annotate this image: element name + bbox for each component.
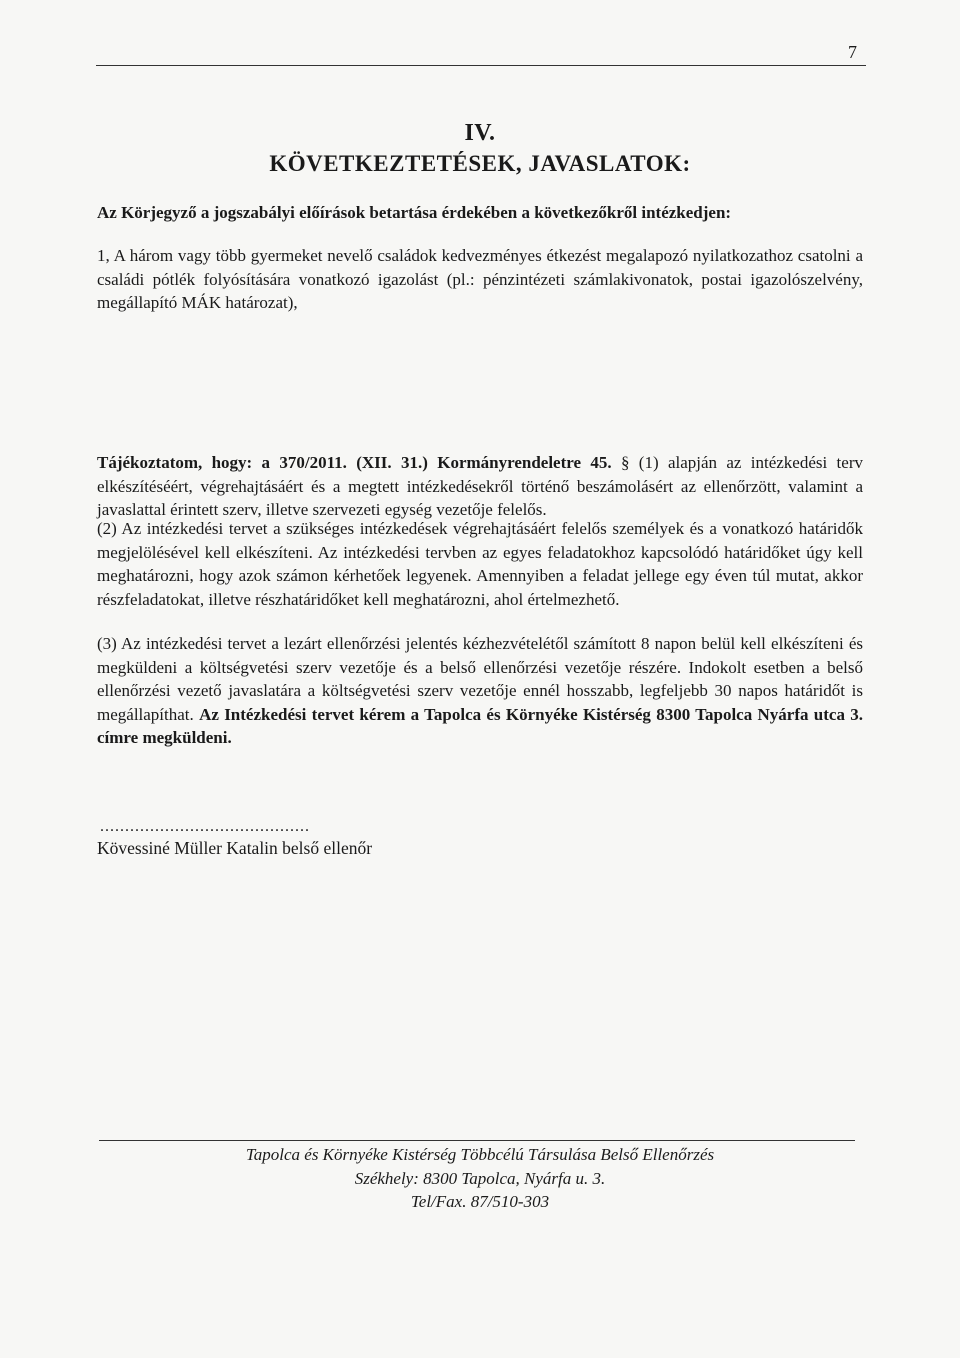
section-number: IV. [464,120,496,146]
paragraph-1: 1, A három vagy több gyermeket nevelő családok kedvezményes étkezést megalapozó nyilatkozathoz csatolni a családi pótlék folyósítására vonatkozó igazolást (pl.: pénzintézeti számlakivonatok, postai igazolószelvény, megállapító MÁK határozat), [97,246,863,312]
signature-line: .......................................... [100,818,310,835]
footer [0,1143,960,1214]
paragraph-2-text: § (1) alapján az intézkedési terv elkészítéséért, végrehajtásáért és a megtett intézkedésekről történő beszámolásért az ellenőrzött, valamint a javaslattal érintett szerv, illetve szervezeti egység vezetője felelős. [97,453,863,519]
paragraph-2-bold: Tájékoztatom, hogy: a 370/2011. (XII. 31.) Kormányrendeletre 45. [97,453,612,472]
footer-rule [99,1140,855,1141]
header-rule [96,65,866,66]
footer-line-1: Tapolca és Környéke Kistérség Többcélú Társulása Belső Ellenőrzés [245,1145,715,1164]
signature-name: Kövessiné Müller Katalin belső ellenőr [97,838,373,858]
footer-line-2: Székhely: 8300 Tapolca, Nyárfa u. 3. [354,1168,606,1188]
paragraph-4 [97,632,863,750]
paragraph-2 [97,451,863,522]
paragraph-4-text: (3) Az intézkedési tervet a lezárt ellenőrzési jelentés kézhezvételétől számított 8 napon belül kell elkészíteni és megküldeni a költségvetési szerv vezetője és a belső ellenőrzési vezetője részére. Indokolt esetben a belső ellenőrzési vezető javaslatára a költségvetési szerv vezetője ennél hosszabb, legfeljebb 30 napos határidőt is megállapíthat. [97,634,863,724]
page-number: 7 [848,42,857,62]
footer-line-3: Tel/Fax. 87/510-303 [410,1192,550,1211]
section-title: KÖVETKEZTETÉSEK, JAVASLATOK: [269,151,691,176]
intro-text: Az Körjegyző a jogszabályi előírások betartása érdekében a következőkről intézkedjen: [97,203,732,222]
paragraph-4-bold: Az Intézkedési tervet kérem a Tapolca és Környéke Kistérség 8300 Tapolca Nyárfa utca 3. címre megküldeni. [97,704,863,747]
paragraph-3: (2) Az intézkedési tervet a szükséges intézkedések végrehajtásáért felelős személyek és a vonatkozó határidők megjelölésével kell elkészíteni. Az intézkedési tervben az egyes feladatokhoz kapcsolódó határidőket úgy kell meghatározni, hogy azok számon kérhetőek legyenek. Amennyiben a feladat jellege egy éven túl mutat, akkor részfeladatokat, illetve részhatáridőket kell meghatározni, ahol értelmezhető. [97,519,863,609]
